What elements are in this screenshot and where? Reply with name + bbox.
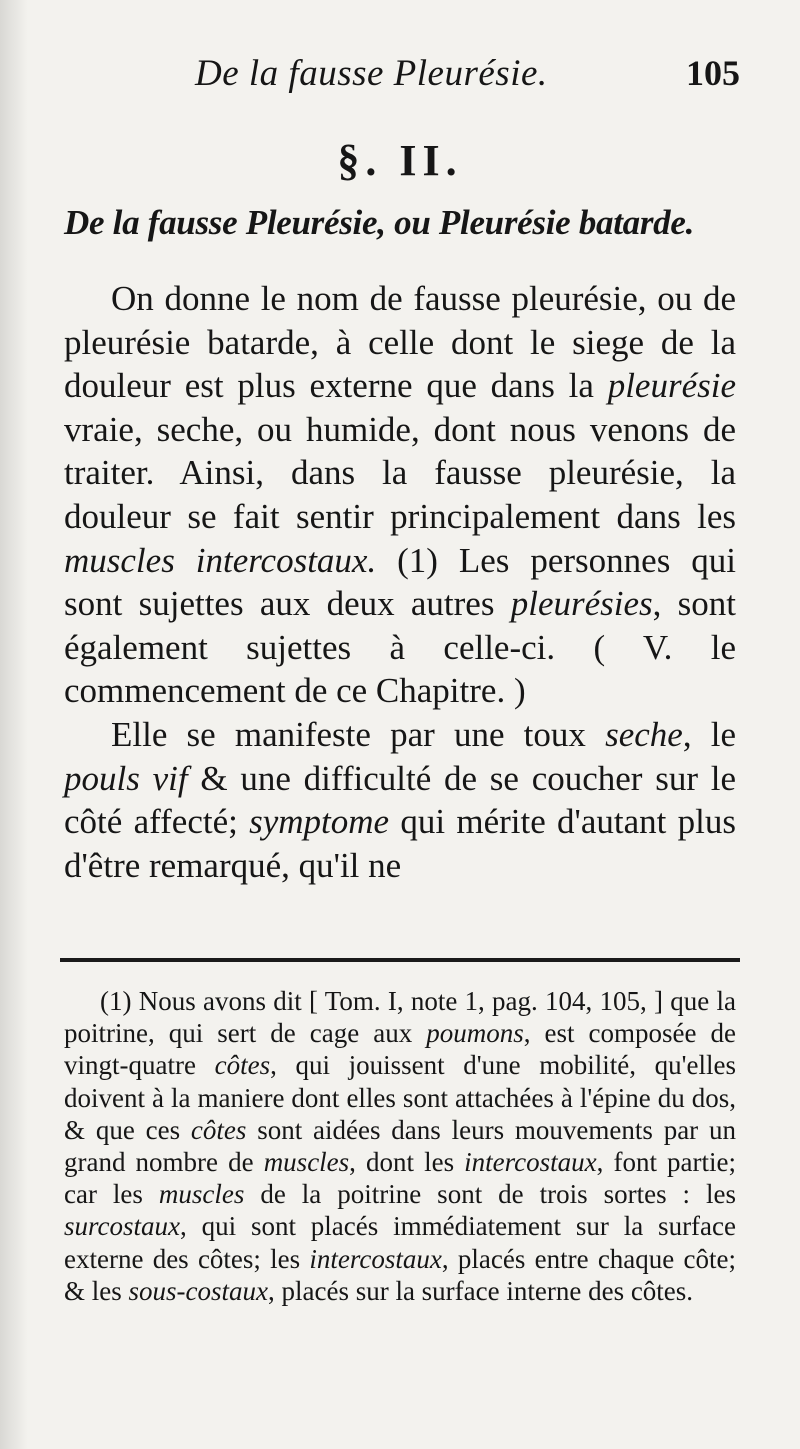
italic-term: poumons bbox=[426, 1018, 524, 1049]
italic-term: côtes bbox=[214, 1050, 271, 1081]
italic-term: symptome bbox=[249, 802, 390, 842]
text-run: , placés sur la surface interne des côtes. bbox=[267, 1275, 694, 1306]
paragraph-2 bbox=[64, 713, 736, 887]
text-run: , placés entre chaque côte; & les bbox=[64, 1243, 736, 1306]
body-text bbox=[64, 277, 736, 887]
text-run: & une difficulté de se coucher sur le côté affecté; bbox=[64, 758, 737, 842]
italic-term: pleurésies bbox=[510, 584, 653, 624]
text-run: , qui sont placés immédiatement sur la surface externe des côtes; les bbox=[64, 1211, 736, 1274]
footnote-divider bbox=[60, 958, 740, 962]
text-run: de la poitrine sont de trois sortes : les bbox=[244, 1179, 736, 1210]
footnote-paragraph bbox=[64, 985, 736, 1307]
text-run: , dont les bbox=[349, 1147, 465, 1178]
paragraph-1 bbox=[64, 277, 736, 713]
italic-term: côtes bbox=[190, 1114, 247, 1145]
italic-term: seche bbox=[605, 714, 683, 754]
text-run: (1) Nous avons dit [ Tom. I, note 1, pag. 104, 105, ] que la poitrine, qui sert de cage aux bbox=[64, 986, 736, 1049]
italic-term: pleurésie bbox=[607, 366, 736, 406]
text-run: On donne le nom de fausse pleurésie, ou de pleurésie batarde, à celle dont le siege de la douleur est plus externe que dans la bbox=[64, 279, 736, 406]
section-title: De la fausse Pleurésie, ou Pleurésie batarde. bbox=[64, 203, 695, 242]
section-number: §. II. bbox=[337, 136, 463, 185]
footnote bbox=[64, 985, 736, 1307]
italic-term: sous-costaux bbox=[128, 1275, 268, 1306]
text-run: , qui jouissent d'une mobilité, qu'elles doivent à la maniere dont elles sont attachées à l'épine du dos, & que ces bbox=[64, 1050, 736, 1145]
italic-term: intercostaux bbox=[464, 1147, 597, 1178]
page-number: 105 bbox=[686, 53, 740, 93]
running-head-title: De la fausse Pleurésie. bbox=[195, 53, 548, 94]
text-run: sont aidées dans leurs mouvements par un grand nombre de bbox=[64, 1114, 736, 1178]
italic-term: muscles bbox=[158, 1179, 245, 1210]
italic-term: muscles bbox=[263, 1147, 350, 1178]
italic-term: intercostaux bbox=[309, 1243, 442, 1274]
italic-term: muscles intercostaux. bbox=[64, 540, 377, 580]
text-run: (1) Les personnes qui sont sujettes aux deux autres bbox=[64, 540, 736, 624]
text-run: qui mérite d'autant plus d'être remarqué, qu'il ne bbox=[64, 802, 736, 885]
page-gutter-shadow bbox=[0, 0, 28, 1449]
text-run: , le bbox=[682, 714, 736, 754]
italic-term: surcostaux bbox=[64, 1211, 180, 1242]
text-run: Elle se manifeste par une toux bbox=[111, 714, 606, 754]
text-run: , font partie; car les bbox=[64, 1147, 736, 1210]
text-run: vraie, seche, ou humide, dont nous venons de traiter. Ainsi, dans la fausse pleurésie, la douleur se fait sentir principalement dans les bbox=[64, 409, 736, 536]
italic-term: pouls vif bbox=[64, 758, 188, 798]
text-run: , est composée de vingt-quatre bbox=[64, 1018, 737, 1081]
text-run: , sont également sujettes à celle-ci. ( V. le commencement de ce Chapitre. ) bbox=[64, 584, 736, 711]
running-head bbox=[195, 52, 740, 102]
